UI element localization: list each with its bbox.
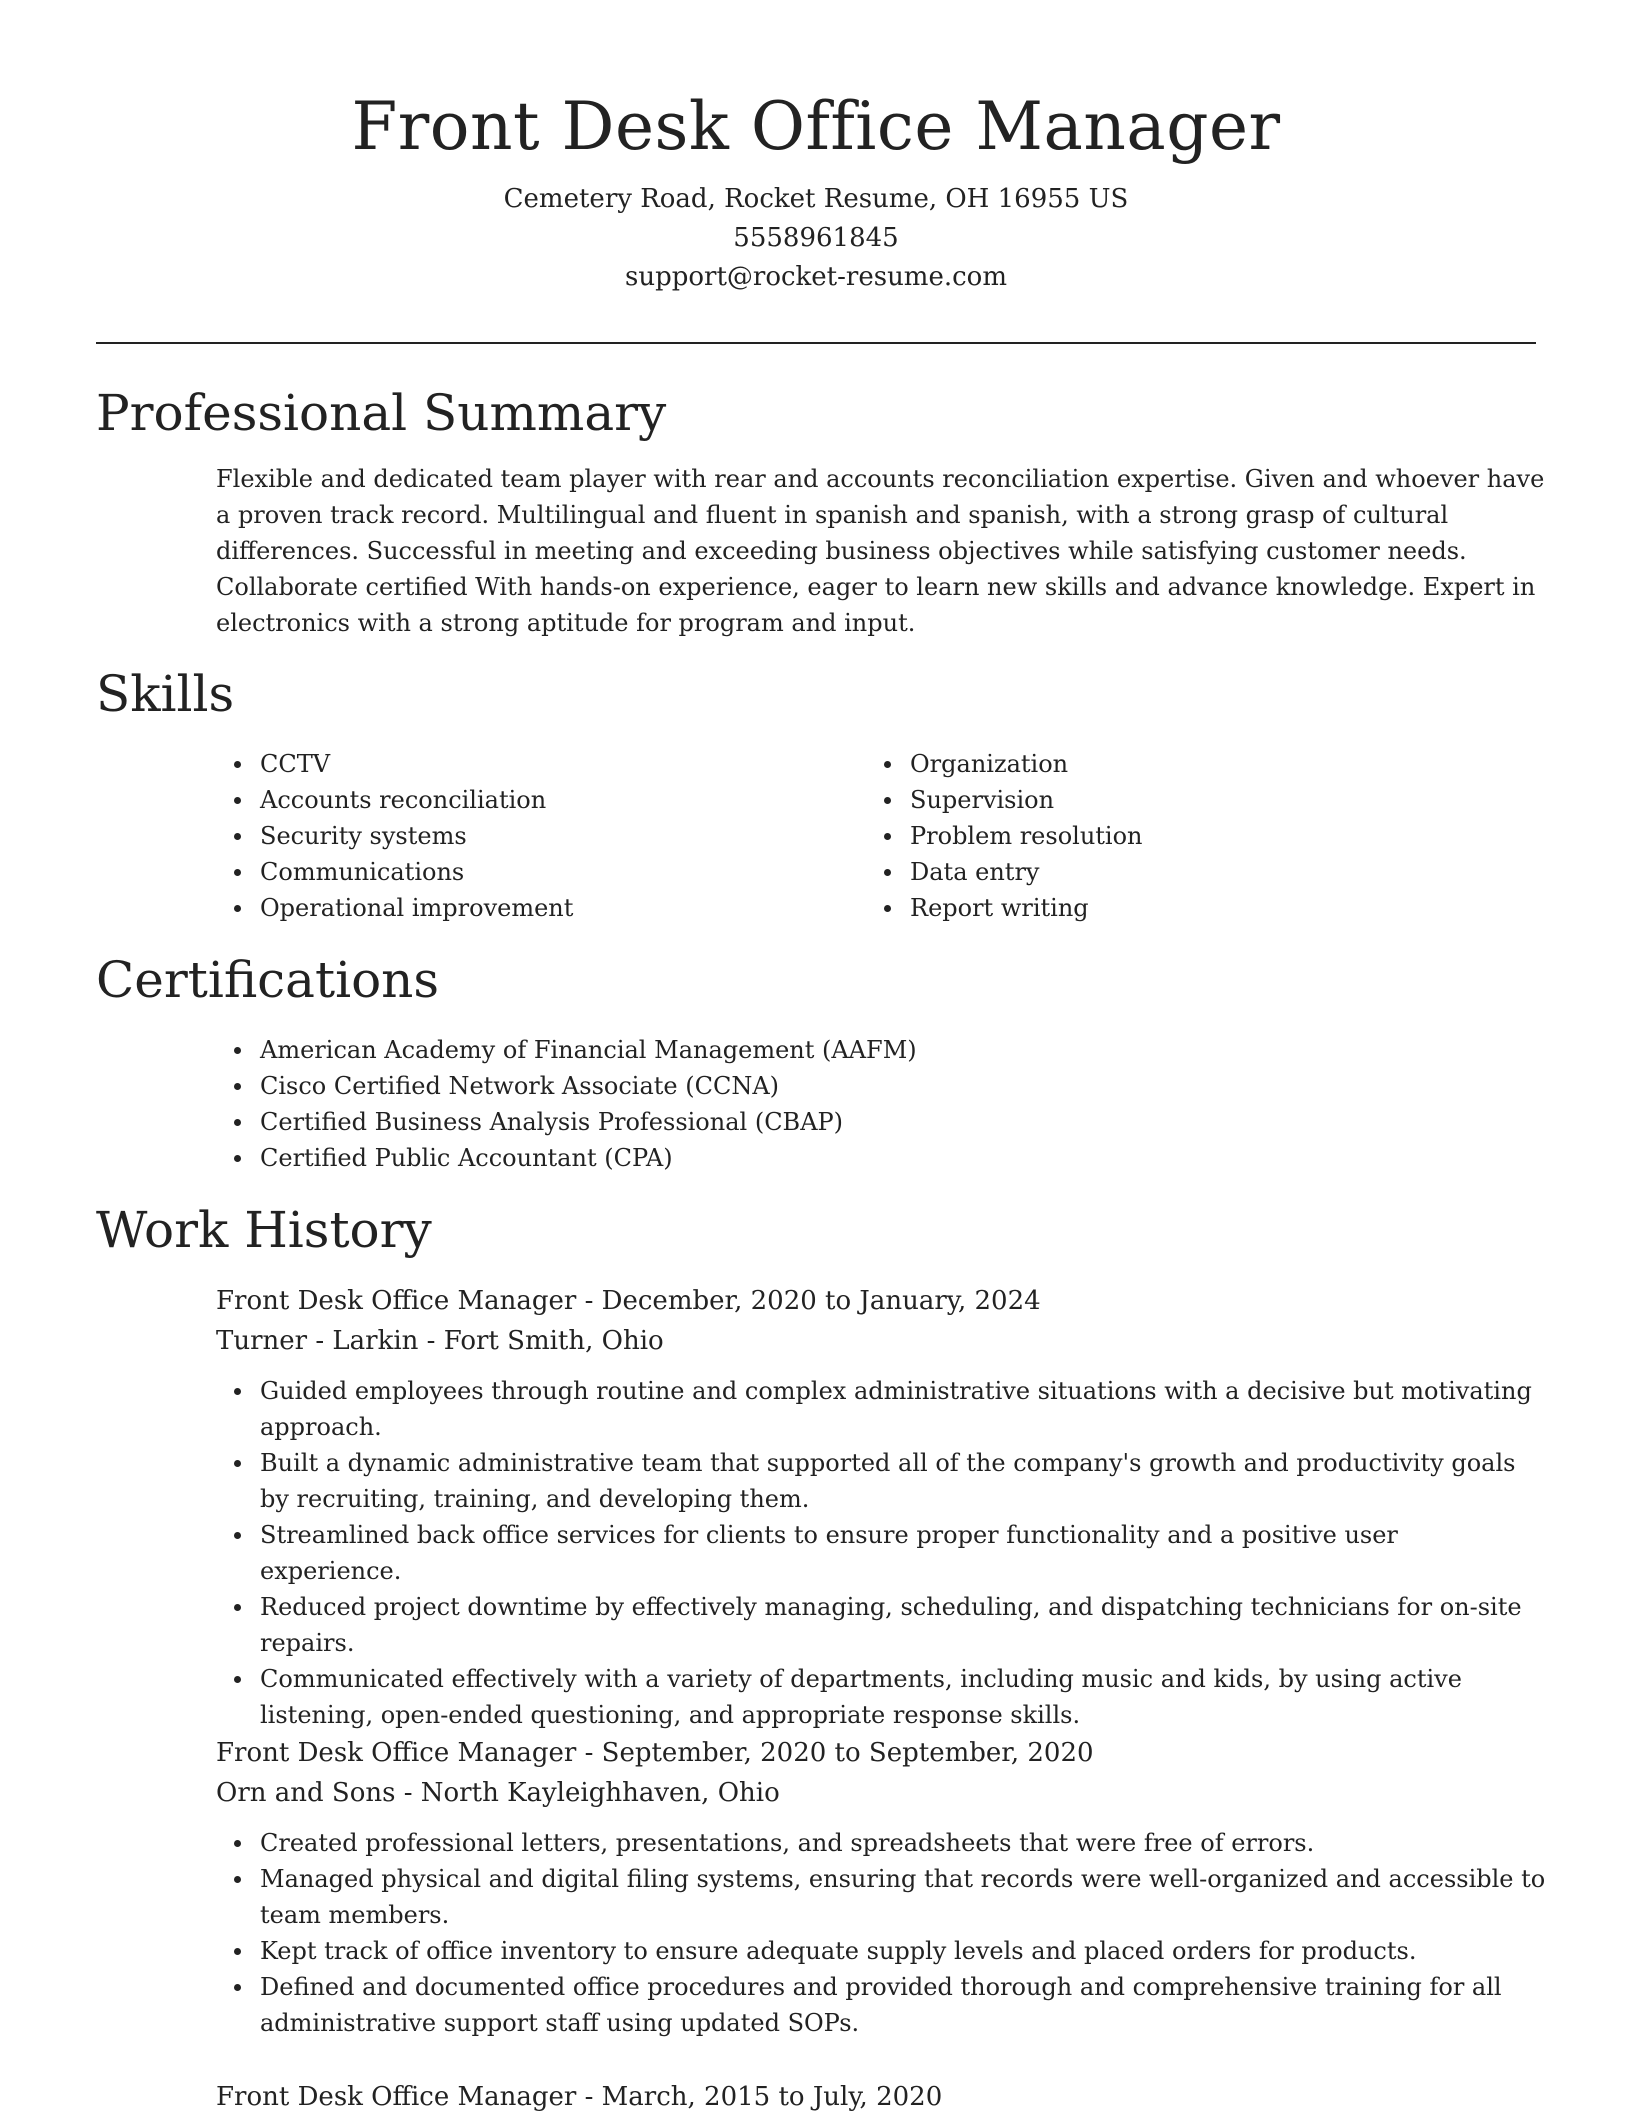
skills-heading: Skills — [96, 665, 235, 723]
job-company-line — [216, 1321, 1546, 1361]
job-title: Front Desk Office Manager — [216, 2082, 577, 2112]
certification-item: Cisco Certified Network Associate (CCNA) — [216, 1068, 1516, 1104]
summary-heading: Professional Summary — [96, 384, 667, 442]
skill-item: Operational improvement — [216, 890, 836, 926]
job-company: Orn and Sons — [216, 1778, 396, 1808]
job-dates: - September, 2020 to September, 2020 — [576, 1738, 1094, 1768]
certification-item: Certified Business Analysis Professional (CBAP) — [216, 1104, 1516, 1140]
job-duties-list — [216, 1373, 1546, 1733]
job-duty-item: Kept track of office inventory to ensure adequate supply levels and placed orders for products. — [216, 1933, 1546, 1969]
header-divider — [96, 342, 1536, 344]
job-duty-item: Created professional letters, presentations, and spreadsheets that were free of errors. — [216, 1825, 1546, 1861]
certification-item: Certified Public Accountant (CPA) — [216, 1140, 1516, 1176]
job-duty-item: Streamlined back office services for clients to ensure proper functionality and a positive user experience. — [216, 1517, 1546, 1589]
job-duty-item: Managed physical and digital filing systems, ensuring that records were well-organized and accessible to team members. — [216, 1861, 1546, 1933]
skill-item: Organization — [866, 746, 1486, 782]
job-entry — [216, 1733, 1546, 2041]
skill-item: Problem resolution — [866, 818, 1486, 854]
job-entry — [216, 2077, 1546, 2117]
skill-item: Communications — [216, 854, 836, 890]
certifications-heading: Certifications — [96, 951, 440, 1009]
job-company: Turner - Larkin — [216, 1326, 419, 1356]
certifications-list — [216, 1032, 1516, 1176]
job-title: Front Desk Office Manager — [216, 1286, 577, 1316]
work-history-heading: Work History — [96, 1201, 432, 1259]
job-company-line — [216, 1773, 1546, 1813]
certification-item: American Academy of Financial Management (AAFM) — [216, 1032, 1516, 1068]
summary-text: Flexible and dedicated team player with rear and accounts reconciliation expertise. Given and whoever have a proven track record. Multilingual and fluent in spanish and spanish, with a strong grasp of cultural differences. Successful in meeting and exceeding business objectives while satisfying customer needs. Collaborate certified With hands-on experience, eager to learn new skills and advance knowledge. Expert in electronics with a strong aptitude for program and input. — [216, 465, 1545, 637]
job-duty-item: Guided employees through routine and complex administrative situations with a decisive but motivating approach. — [216, 1373, 1546, 1445]
skill-item: Data entry — [866, 854, 1486, 890]
skills-list-right — [866, 746, 1486, 926]
job-location: - Fort Smith, Ohio — [418, 1326, 664, 1356]
job-duty-item: Built a dynamic administrative team that supported all of the company's growth and productivity goals by recruiting, training, and developing them. — [216, 1445, 1546, 1517]
skills-list-left — [216, 746, 836, 926]
skill-item: Security systems — [216, 818, 836, 854]
job-title-line — [216, 1733, 1546, 1773]
contact-email: support@rocket-resume.com — [624, 262, 1007, 292]
job-location: - North Kayleighhaven, Ohio — [395, 1778, 780, 1808]
skill-item: Supervision — [866, 782, 1486, 818]
job-duties-list — [216, 1825, 1546, 2041]
contact-info — [96, 180, 1536, 297]
job-dates: - March, 2015 to July, 2020 — [576, 2082, 943, 2112]
job-dates: - December, 2020 to January, 2024 — [576, 1286, 1041, 1316]
job-duty-item: Reduced project downtime by effectively managing, scheduling, and dispatching technicians for on-site repairs. — [216, 1589, 1546, 1661]
job-title-line — [216, 2077, 1546, 2117]
contact-phone: 5558961845 — [733, 223, 899, 253]
skill-item: CCTV — [216, 746, 836, 782]
contact-address: Cemetery Road, Rocket Resume, OH 16955 US — [503, 184, 1129, 214]
candidate-name: Front Desk Office Manager — [351, 88, 1281, 165]
skill-item: Report writing — [866, 890, 1486, 926]
job-duty-item: Defined and documented office procedures and provided thorough and comprehensive training for all administrative support staff using updated SOPs. — [216, 1969, 1546, 2041]
job-duty-item: Communicated effectively with a variety of departments, including music and kids, by using active listening, open-ended questioning, and appropriate response skills. — [216, 1661, 1546, 1733]
job-title-line — [216, 1281, 1546, 1321]
job-title: Front Desk Office Manager — [216, 1738, 577, 1768]
job-entry — [216, 1281, 1546, 1733]
resume-header — [96, 82, 1536, 297]
skill-item: Accounts reconciliation — [216, 782, 836, 818]
